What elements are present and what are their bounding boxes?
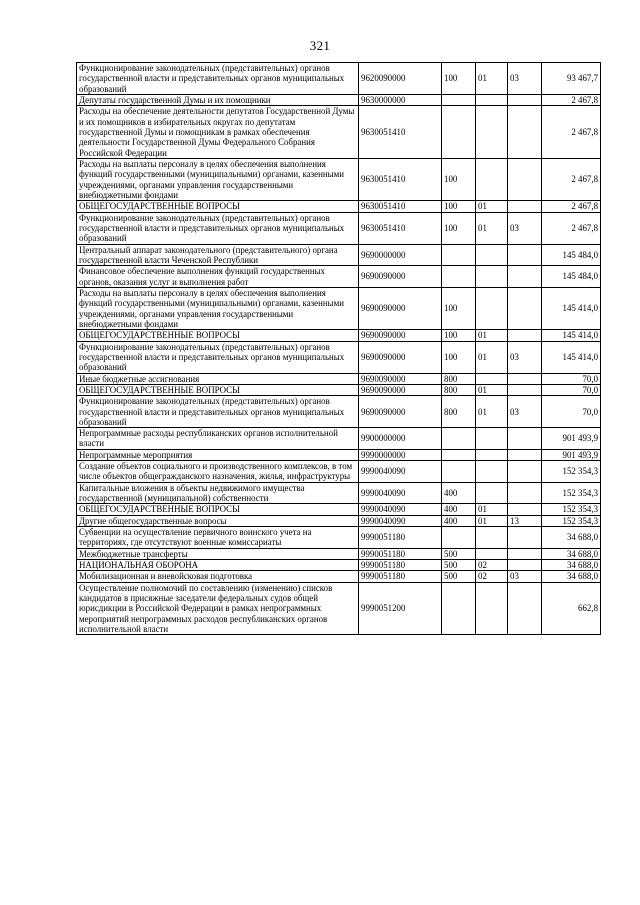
row-section-cell — [476, 548, 508, 559]
row-subsection-cell — [508, 158, 542, 200]
table-row — [77, 560, 601, 571]
row-expense-type-cell — [442, 582, 476, 635]
row-subsection-cell — [508, 106, 542, 159]
row-code-cell: 9990040090 — [359, 515, 442, 526]
row-code-cell: 9630051410 — [359, 106, 442, 159]
row-sum-cell: 662,8 — [542, 582, 601, 635]
row-name-cell: ОБЩЕГОСУДАРСТВЕННЫЕ ВОПРОСЫ — [77, 330, 359, 341]
row-expense-type-cell: 500 — [442, 560, 476, 571]
row-expense-type-cell: 800 — [442, 384, 476, 395]
row-sum-cell: 2 467,8 — [542, 106, 601, 159]
table-row — [77, 94, 601, 105]
row-section-cell — [476, 266, 508, 288]
row-subsection-cell: 03 — [508, 396, 542, 428]
row-sum-cell: 145 414,0 — [542, 287, 601, 329]
row-sum-cell: 152 354,3 — [542, 482, 601, 504]
row-section-cell: 01 — [476, 384, 508, 395]
row-subsection-cell: 03 — [508, 63, 542, 95]
row-name-cell: ОБЩЕГОСУДАРСТВЕННЫЕ ВОПРОСЫ — [77, 504, 359, 515]
row-section-cell — [476, 373, 508, 384]
row-code-cell: 9990040090 — [359, 504, 442, 515]
row-name-cell: Капитальные вложения в объекты недвижимого имущества государственной (муниципальной) собственности — [77, 482, 359, 504]
table-row — [77, 548, 601, 559]
row-code-cell: 9630000000 — [359, 94, 442, 105]
row-subsection-cell — [508, 330, 542, 341]
row-expense-type-cell — [442, 244, 476, 266]
row-name-cell: Непрограммные расходы республиканских органов исполнительной власти — [77, 428, 359, 450]
table-row — [77, 212, 601, 244]
row-name-cell: Осуществление полномочий по составлению (изменению) списков кандидатов в присяжные заседатели федеральных судов общей юрисдикции в Российской Федерации в рамках непрограммных мероприятий непрограммных расходов республиканских органов исполнительной власти — [77, 582, 359, 635]
table-row — [77, 341, 601, 373]
table-row — [77, 428, 601, 450]
row-subsection-cell: 03 — [508, 341, 542, 373]
row-name-cell: Расходы на обеспечение деятельности депутатов Государственной Думы и их помощников в избирательных округах по депутатам государственной Думы и помощникам в рамках обеспечения деятельности Государственной Думы Федерального Собрания Российской Федерации — [77, 106, 359, 159]
budget-table-body — [77, 63, 601, 635]
table-row — [77, 63, 601, 95]
row-expense-type-cell: 100 — [442, 158, 476, 200]
row-name-cell: Расходы на выплаты персоналу в целях обеспечения выполнения функций государственными (муниципальными) органами, казенными учреждениями, органами управления государственными внебюджетными фондами — [77, 158, 359, 200]
row-expense-type-cell: 100 — [442, 212, 476, 244]
row-section-cell — [476, 287, 508, 329]
row-code-cell: 9690090000 — [359, 373, 442, 384]
table-row — [77, 396, 601, 428]
row-sum-cell: 901 493,9 — [542, 449, 601, 460]
row-expense-type-cell: 100 — [442, 341, 476, 373]
row-expense-type-cell: 500 — [442, 548, 476, 559]
row-code-cell: 9620090000 — [359, 63, 442, 95]
row-subsection-cell — [508, 428, 542, 450]
row-section-cell: 02 — [476, 571, 508, 582]
row-subsection-cell — [508, 373, 542, 384]
row-subsection-cell — [508, 482, 542, 504]
table-row — [77, 504, 601, 515]
row-name-cell: Центральный аппарат законодательного (представительного) органа государственной власти Чеченской Республики — [77, 244, 359, 266]
row-section-cell: 02 — [476, 560, 508, 571]
table-row — [77, 106, 601, 159]
row-sum-cell: 34 688,0 — [542, 548, 601, 559]
row-subsection-cell — [508, 527, 542, 549]
row-code-cell: 9630051410 — [359, 212, 442, 244]
table-row — [77, 461, 601, 483]
row-code-cell: 9690090000 — [359, 384, 442, 395]
row-code-cell: 9690090000 — [359, 330, 442, 341]
row-sum-cell: 2 467,8 — [542, 201, 601, 212]
row-subsection-cell — [508, 287, 542, 329]
table-row — [77, 527, 601, 549]
row-section-cell: 01 — [476, 330, 508, 341]
row-name-cell: Функционирование законодательных (представительных) органов государственной власти и представительных органов муниципальных образований — [77, 341, 359, 373]
row-name-cell: Депутаты государственной Думы и их помощники — [77, 94, 359, 105]
row-subsection-cell: 03 — [508, 212, 542, 244]
row-sum-cell: 901 493,9 — [542, 428, 601, 450]
row-subsection-cell: 03 — [508, 571, 542, 582]
row-sum-cell: 70,0 — [542, 384, 601, 395]
row-expense-type-cell — [442, 106, 476, 159]
row-expense-type-cell: 400 — [442, 482, 476, 504]
row-sum-cell: 70,0 — [542, 396, 601, 428]
row-expense-type-cell — [442, 527, 476, 549]
row-expense-type-cell — [442, 449, 476, 460]
row-sum-cell: 34 688,0 — [542, 527, 601, 549]
row-sum-cell: 145 414,0 — [542, 330, 601, 341]
row-section-cell — [476, 461, 508, 483]
row-expense-type-cell: 800 — [442, 373, 476, 384]
table-row — [77, 571, 601, 582]
row-expense-type-cell: 500 — [442, 571, 476, 582]
row-sum-cell: 145 414,0 — [542, 341, 601, 373]
row-section-cell: 01 — [476, 396, 508, 428]
row-expense-type-cell: 100 — [442, 63, 476, 95]
table-row — [77, 449, 601, 460]
row-code-cell: 9690090000 — [359, 396, 442, 428]
row-expense-type-cell: 400 — [442, 504, 476, 515]
row-sum-cell: 145 484,0 — [542, 266, 601, 288]
table-row — [77, 384, 601, 395]
row-sum-cell: 34 688,0 — [542, 571, 601, 582]
row-name-cell: Мобилизационная и вневойсковая подготовка — [77, 571, 359, 582]
row-name-cell: Создание объектов социального и производственного комплексов, в том числе объектов общегражданского назначения, жилья, инфраструктуры — [77, 461, 359, 483]
row-section-cell — [476, 582, 508, 635]
row-name-cell: Непрограммные мероприятия — [77, 449, 359, 460]
row-code-cell: 9990040090 — [359, 461, 442, 483]
row-name-cell: Расходы на выплаты персоналу в целях обеспечения выполнения функций государственными (муниципальными) органами, казенными учреждениями, органами управления государственными внебюджетными фондами — [77, 287, 359, 329]
row-subsection-cell: 13 — [508, 515, 542, 526]
row-section-cell — [476, 482, 508, 504]
row-code-cell: 9990051180 — [359, 548, 442, 559]
row-name-cell: Межбюджетные трансферты — [77, 548, 359, 559]
table-row — [77, 582, 601, 635]
row-section-cell: 01 — [476, 515, 508, 526]
row-code-cell: 9990051180 — [359, 527, 442, 549]
row-subsection-cell — [508, 266, 542, 288]
row-sum-cell: 152 354,3 — [542, 515, 601, 526]
table-row — [77, 266, 601, 288]
budget-table — [76, 62, 601, 635]
row-subsection-cell — [508, 244, 542, 266]
row-code-cell: 9690000000 — [359, 244, 442, 266]
row-expense-type-cell: 100 — [442, 287, 476, 329]
row-name-cell: Другие общегосударственные вопросы — [77, 515, 359, 526]
row-subsection-cell — [508, 94, 542, 105]
row-code-cell: 9690090000 — [359, 287, 442, 329]
row-name-cell: Субвенции на осуществление первичного воинского учета на территориях, где отсутствуют военные комиссариаты — [77, 527, 359, 549]
row-section-cell: 01 — [476, 341, 508, 373]
row-section-cell — [476, 527, 508, 549]
row-code-cell: 9990000000 — [359, 449, 442, 460]
table-row — [77, 373, 601, 384]
row-sum-cell: 2 467,8 — [542, 158, 601, 200]
row-section-cell — [476, 244, 508, 266]
row-expense-type-cell — [442, 266, 476, 288]
row-code-cell: 9630051410 — [359, 201, 442, 212]
row-expense-type-cell: 400 — [442, 515, 476, 526]
row-sum-cell: 93 467,7 — [542, 63, 601, 95]
row-subsection-cell — [508, 582, 542, 635]
row-expense-type-cell — [442, 94, 476, 105]
row-subsection-cell — [508, 201, 542, 212]
row-code-cell: 9990051180 — [359, 571, 442, 582]
row-subsection-cell — [508, 461, 542, 483]
row-name-cell: ОБЩЕГОСУДАРСТВЕННЫЕ ВОПРОСЫ — [77, 201, 359, 212]
row-name-cell: НАЦИОНАЛЬНАЯ ОБОРОНА — [77, 560, 359, 571]
row-sum-cell: 34 688,0 — [542, 560, 601, 571]
table-row — [77, 482, 601, 504]
row-sum-cell: 2 467,8 — [542, 212, 601, 244]
row-code-cell: 9990051200 — [359, 582, 442, 635]
row-sum-cell: 152 354,3 — [542, 504, 601, 515]
row-section-cell — [476, 428, 508, 450]
row-sum-cell: 152 354,3 — [542, 461, 601, 483]
row-subsection-cell — [508, 504, 542, 515]
row-subsection-cell — [508, 449, 542, 460]
row-expense-type-cell: 100 — [442, 330, 476, 341]
row-name-cell: Функционирование законодательных (представительных) органов государственной власти и представительных органов муниципальных образований — [77, 396, 359, 428]
row-subsection-cell — [508, 384, 542, 395]
row-subsection-cell — [508, 560, 542, 571]
row-section-cell — [476, 106, 508, 159]
row-code-cell: 9990040090 — [359, 482, 442, 504]
row-expense-type-cell: 800 — [442, 396, 476, 428]
row-code-cell: 9630051410 — [359, 158, 442, 200]
table-row — [77, 330, 601, 341]
row-expense-type-cell — [442, 461, 476, 483]
table-row — [77, 287, 601, 329]
row-name-cell: Функционирование законодательных (представительных) органов государственной власти и представительных органов муниципальных образований — [77, 212, 359, 244]
table-row — [77, 244, 601, 266]
row-name-cell: Функционирование законодательных (представительных) органов государственной власти и представительных органов муниципальных образований — [77, 63, 359, 95]
row-section-cell: 01 — [476, 504, 508, 515]
table-row — [77, 158, 601, 200]
row-expense-type-cell — [442, 428, 476, 450]
row-section-cell: 01 — [476, 63, 508, 95]
table-row — [77, 515, 601, 526]
row-sum-cell: 145 484,0 — [542, 244, 601, 266]
row-name-cell: Финансовое обеспечение выполнения функций государственных органов, оказания услуг и выполнения работ — [77, 266, 359, 288]
row-name-cell: ОБЩЕГОСУДАРСТВЕННЫЕ ВОПРОСЫ — [77, 384, 359, 395]
row-section-cell: 01 — [476, 201, 508, 212]
row-expense-type-cell: 100 — [442, 201, 476, 212]
row-sum-cell: 70,0 — [542, 373, 601, 384]
row-code-cell: 9690090000 — [359, 341, 442, 373]
table-row — [77, 201, 601, 212]
row-section-cell — [476, 449, 508, 460]
page-number: 321 — [309, 38, 331, 53]
row-section-cell: 01 — [476, 212, 508, 244]
row-section-cell — [476, 158, 508, 200]
row-section-cell — [476, 94, 508, 105]
row-sum-cell: 2 467,8 — [542, 94, 601, 105]
row-name-cell: Иные бюджетные ассигнования — [77, 373, 359, 384]
row-code-cell: 9690090000 — [359, 266, 442, 288]
row-code-cell: 9990051180 — [359, 560, 442, 571]
row-code-cell: 9900000000 — [359, 428, 442, 450]
row-subsection-cell — [508, 548, 542, 559]
